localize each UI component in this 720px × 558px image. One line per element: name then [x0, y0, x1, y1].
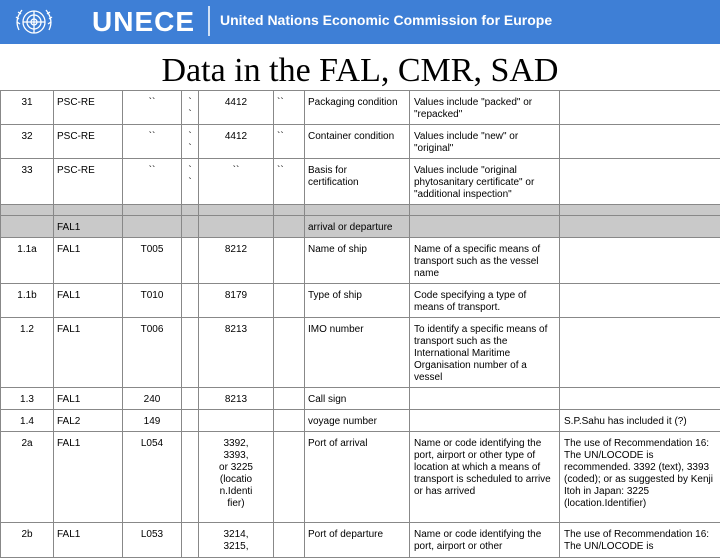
- table-cell: [560, 125, 720, 159]
- table-cell: [199, 388, 274, 410]
- cell-text: 8212: [225, 244, 247, 255]
- cell-text: 1.4: [20, 416, 34, 427]
- table-cell: [560, 284, 720, 318]
- header-banner: [0, 0, 720, 44]
- cell-text: (locatio: [220, 474, 252, 485]
- table-cell: [305, 238, 410, 284]
- table-cell: [410, 125, 560, 159]
- table-cell: [410, 238, 560, 284]
- data-table: [0, 90, 720, 558]
- cell-text: S.P.Sahu has included it (?): [564, 416, 687, 427]
- cell-text: 149: [144, 416, 161, 427]
- table-cell: [305, 159, 410, 205]
- cell-text: Name of a specific means of transport such as the vessel name: [414, 244, 540, 279]
- table-cell: [274, 205, 305, 216]
- table-cell: [410, 523, 560, 558]
- table-cell: [1, 159, 54, 205]
- table-cell: [305, 91, 410, 125]
- cell-text: T006: [141, 324, 164, 335]
- cell-text: 31: [21, 97, 32, 108]
- table-cell: [123, 159, 182, 205]
- table-cell: [54, 216, 123, 238]
- cell-text: FAL2: [57, 416, 80, 427]
- table-cell: [274, 238, 305, 284]
- cell-text: `: [188, 165, 191, 176]
- table-row: [1, 91, 720, 125]
- table-cell: [123, 388, 182, 410]
- cell-text: 8213: [225, 324, 247, 335]
- cell-text: ``: [149, 165, 156, 176]
- table-cell: [123, 91, 182, 125]
- table-cell: [560, 410, 720, 432]
- table-cell: [123, 284, 182, 318]
- cell-text: PSC-RE: [57, 165, 95, 176]
- table-cell: [199, 125, 274, 159]
- table-cell: [410, 410, 560, 432]
- table-cell: [199, 205, 274, 216]
- cell-text: Packaging condition: [308, 97, 398, 108]
- table-row: [1, 205, 720, 216]
- cell-text: Values include "original phytosanitary certificate" or "additional inspection": [414, 165, 534, 200]
- table-cell: [274, 125, 305, 159]
- cell-text: 1.2: [20, 324, 34, 335]
- cell-text: ``: [277, 97, 284, 108]
- table-cell: [1, 205, 54, 216]
- table-cell: [305, 432, 410, 523]
- table-cell: [410, 318, 560, 388]
- table-cell: [410, 432, 560, 523]
- table-cell: [182, 159, 199, 205]
- cell-text: `: [188, 131, 191, 142]
- table-cell: [54, 238, 123, 284]
- brand-subtitle: United Nations Economic Commission for Europe: [220, 12, 552, 28]
- cell-text: ``: [149, 97, 156, 108]
- cell-text: `: [188, 109, 191, 120]
- table-cell: [123, 523, 182, 558]
- table-cell: [199, 432, 274, 523]
- cell-text: 4412: [225, 131, 247, 142]
- table-cell: [560, 91, 720, 125]
- cell-text: T010: [141, 290, 164, 301]
- cell-text: PSC-RE: [57, 131, 95, 142]
- table-cell: [199, 91, 274, 125]
- table-cell: [410, 205, 560, 216]
- cell-text: `: [188, 177, 191, 188]
- table-cell: [54, 523, 123, 558]
- cell-text: FAL1: [57, 394, 80, 405]
- table-cell: [560, 238, 720, 284]
- cell-text: ``: [233, 165, 240, 176]
- cell-text: L053: [141, 529, 163, 540]
- cell-text: fier): [227, 498, 244, 509]
- cell-text: FAL1: [57, 290, 80, 301]
- table-cell: [123, 238, 182, 284]
- table-row: [1, 216, 720, 238]
- cell-text: n.Identi: [220, 486, 253, 497]
- table-row: [1, 318, 720, 388]
- cell-text: 1.1b: [17, 290, 36, 301]
- cell-text: arrival or departure: [308, 222, 392, 233]
- table-cell: [1, 284, 54, 318]
- table-row: [1, 284, 720, 318]
- cell-text: Name or code identifying the port, airport or other: [414, 529, 541, 552]
- table-cell: [123, 205, 182, 216]
- table-cell: [305, 205, 410, 216]
- table-cell: [54, 410, 123, 432]
- cell-text: 4412: [225, 97, 247, 108]
- table-cell: [182, 432, 199, 523]
- table-cell: [182, 216, 199, 238]
- table-cell: [182, 284, 199, 318]
- table-cell: [199, 523, 274, 558]
- cell-text: Values include "new" or "original": [414, 131, 518, 154]
- table-cell: [199, 318, 274, 388]
- table-cell: [305, 410, 410, 432]
- cell-text: L054: [141, 438, 163, 449]
- cell-text: Name of ship: [308, 244, 367, 255]
- cell-text: or 3225: [219, 462, 253, 473]
- cell-text: T005: [141, 244, 164, 255]
- table-cell: [54, 388, 123, 410]
- cell-text: 3215,: [223, 541, 248, 552]
- table-cell: [410, 91, 560, 125]
- cell-text: 1.3: [20, 394, 34, 405]
- table-cell: [199, 238, 274, 284]
- cell-text: The use of Recommendation 16: The UN/LOCODE is recommended. 3392 (text), 3393 (coded); or as suggested by Kenji Itoh in Japan: 3225 (location.Identifier): [564, 438, 713, 509]
- cell-text: Code specifying a type of means of transport.: [414, 290, 526, 313]
- table-cell: [560, 523, 720, 558]
- table-cell: [1, 410, 54, 432]
- cell-text: 2a: [21, 438, 32, 449]
- cell-text: Call sign: [308, 394, 346, 405]
- cell-text: Values include "packed" or "repacked": [414, 97, 532, 120]
- table-cell: [560, 216, 720, 238]
- table-cell: [305, 216, 410, 238]
- table-cell: [274, 216, 305, 238]
- table-cell: [274, 432, 305, 523]
- table-cell: [1, 238, 54, 284]
- un-emblem-icon: [10, 4, 58, 40]
- cell-text: ``: [149, 131, 156, 142]
- table-cell: [182, 523, 199, 558]
- table-cell: [182, 238, 199, 284]
- table-cell: [1, 432, 54, 523]
- cell-text: PSC-RE: [57, 97, 95, 108]
- table-cell: [305, 284, 410, 318]
- cell-text: FAL1: [57, 438, 80, 449]
- table-cell: [560, 159, 720, 205]
- cell-text: IMO number: [308, 324, 364, 335]
- table-cell: [123, 318, 182, 388]
- cell-text: 3214,: [223, 529, 248, 540]
- cell-text: FAL1: [57, 244, 80, 255]
- table-cell: [274, 284, 305, 318]
- table-cell: [123, 432, 182, 523]
- table-cell: [274, 159, 305, 205]
- table-row: [1, 410, 720, 432]
- cell-text: `: [188, 143, 191, 154]
- table-cell: [1, 318, 54, 388]
- cell-text: FAL1: [57, 222, 80, 233]
- table-cell: [199, 410, 274, 432]
- table-cell: [199, 216, 274, 238]
- table-cell: [410, 159, 560, 205]
- table-cell: [123, 125, 182, 159]
- table-row: [1, 125, 720, 159]
- page-title: Data in the FAL, CMR, SAD: [0, 52, 720, 90]
- table-cell: [54, 159, 123, 205]
- cell-text: FAL1: [57, 529, 80, 540]
- cell-text: 1.1a: [17, 244, 36, 255]
- cell-text: `: [188, 97, 191, 108]
- cell-text: The use of Recommendation 16: The UN/LOCODE is: [564, 529, 709, 552]
- table-cell: [410, 216, 560, 238]
- table-cell: [182, 388, 199, 410]
- table-cell: [182, 205, 199, 216]
- table-cell: [274, 318, 305, 388]
- table-row: [1, 238, 720, 284]
- cell-text: To identify a specific means of transport such as the International Maritime Organisation number of a vessel: [414, 324, 547, 383]
- table-cell: [54, 205, 123, 216]
- table-cell: [1, 91, 54, 125]
- table-cell: [54, 91, 123, 125]
- table-cell: [199, 159, 274, 205]
- cell-text: 33: [21, 165, 32, 176]
- cell-text: Basis for: [308, 165, 347, 176]
- cell-text: 3392,: [223, 438, 248, 449]
- table-cell: [182, 410, 199, 432]
- table-cell: [274, 523, 305, 558]
- table-cell: [560, 318, 720, 388]
- cell-text: Container condition: [308, 131, 394, 142]
- table-cell: [305, 388, 410, 410]
- cell-text: certification: [308, 177, 359, 188]
- table-cell: [305, 125, 410, 159]
- table-cell: [560, 432, 720, 523]
- cell-text: 3393,: [223, 450, 248, 461]
- table-cell: [199, 284, 274, 318]
- table-row: [1, 159, 720, 205]
- cell-text: Type of ship: [308, 290, 362, 301]
- table-cell: [274, 91, 305, 125]
- cell-text: 8213: [225, 394, 247, 405]
- table-cell: [123, 410, 182, 432]
- cell-text: Name or code identifying the port, airport or other type of location at which a means of transport is scheduled to arrive or has arrived: [414, 438, 551, 497]
- table-cell: [305, 318, 410, 388]
- cell-text: voyage number: [308, 416, 377, 427]
- table-cell: [123, 216, 182, 238]
- table-cell: [305, 523, 410, 558]
- table-cell: [1, 125, 54, 159]
- table-cell: [1, 523, 54, 558]
- brand-name: UNECE: [92, 6, 195, 38]
- table-row: [1, 432, 720, 523]
- cell-text: Port of arrival: [308, 438, 367, 449]
- cell-text: 2b: [21, 529, 32, 540]
- table-row: [1, 523, 720, 558]
- table-cell: [274, 410, 305, 432]
- table-cell: [274, 388, 305, 410]
- table-cell: [1, 216, 54, 238]
- table-cell: [182, 125, 199, 159]
- cell-text: ``: [277, 131, 284, 142]
- banner-divider: [208, 6, 210, 36]
- table-cell: [182, 91, 199, 125]
- cell-text: 32: [21, 131, 32, 142]
- table-cell: [54, 318, 123, 388]
- table-cell: [560, 205, 720, 216]
- cell-text: ``: [277, 165, 284, 176]
- table-cell: [54, 284, 123, 318]
- table-cell: [410, 284, 560, 318]
- table-cell: [54, 432, 123, 523]
- cell-text: FAL1: [57, 324, 80, 335]
- cell-text: 8179: [225, 290, 247, 301]
- table-cell: [560, 388, 720, 410]
- cell-text: Port of departure: [308, 529, 383, 540]
- table-cell: [182, 318, 199, 388]
- table-row: [1, 388, 720, 410]
- table-cell: [410, 388, 560, 410]
- cell-text: 240: [144, 394, 161, 405]
- table-cell: [1, 388, 54, 410]
- table-cell: [54, 125, 123, 159]
